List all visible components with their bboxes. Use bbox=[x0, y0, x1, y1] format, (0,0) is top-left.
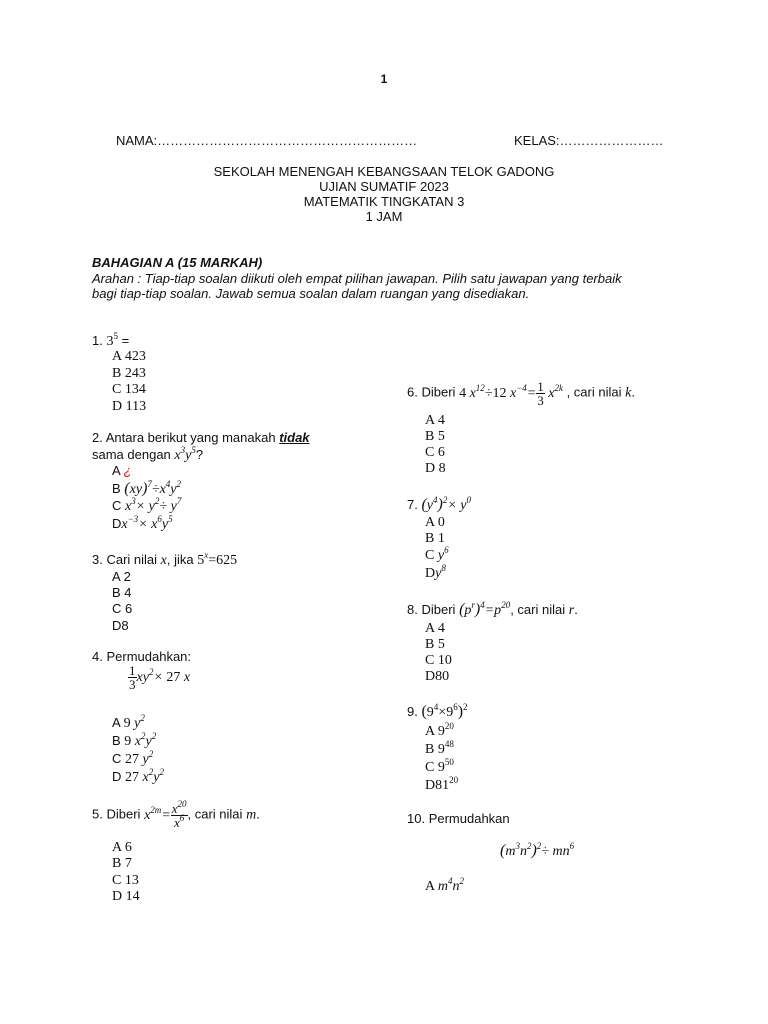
q9-option-c-label: C bbox=[425, 760, 435, 775]
q9-option-a[interactable] bbox=[425, 721, 454, 740]
q10-option-a-label: A bbox=[425, 879, 435, 894]
q4-option-a-label: A bbox=[112, 715, 120, 730]
q10-expression: $(m^3n^2)^2\div mn^6$ bbox=[500, 841, 575, 859]
q7-expression: $(y^4)^2\times y^0$ bbox=[421, 495, 472, 513]
subject-title: MATEMATIK TINGKATAN 3 bbox=[303, 194, 465, 209]
q1-option-a[interactable]: A 423 bbox=[112, 349, 146, 364]
q6-option-d-label: D bbox=[425, 461, 436, 476]
q6-option-c-value: 6 bbox=[437, 445, 445, 460]
q4-option-b-expression: $x^2y^2$ bbox=[131, 731, 157, 749]
q10-text: Permudahkan bbox=[428, 811, 510, 826]
q8-option-d-value: 80 bbox=[435, 669, 450, 684]
q8-option-a-label: A bbox=[425, 621, 435, 636]
q2-option-c[interactable] bbox=[112, 498, 181, 515]
q9-option-d-exponent: 20 bbox=[449, 775, 459, 785]
q3-text-2: , jika bbox=[166, 552, 194, 567]
instruction-line-1: Arahan : Tiap-tiap soalan diikuti oleh empat pilihan jawapan. Pilih satu jawapan yang terbaik bbox=[92, 271, 622, 286]
q6-option-b-label: B bbox=[425, 429, 435, 444]
q4-option-a-coeff: 9 bbox=[123, 716, 131, 731]
q4-option-d[interactable] bbox=[112, 769, 164, 786]
q7-option-c-label: C bbox=[425, 548, 435, 563]
q6-variable: k bbox=[625, 385, 632, 401]
q2-option-d[interactable] bbox=[112, 516, 173, 533]
q9-option-c-base: 9 bbox=[437, 760, 445, 775]
q6-option-a-label: A bbox=[425, 413, 435, 428]
q5-option-d[interactable] bbox=[112, 889, 140, 905]
q9-option-a-label: A bbox=[425, 724, 435, 739]
q9-option-b-label: B bbox=[425, 742, 435, 757]
q3-option-b[interactable]: B 4 bbox=[112, 585, 132, 600]
q9-option-b[interactable] bbox=[425, 739, 454, 758]
q6-expression: 4 $x^{12}\div 12$ $x^{-4}=$ $\frac{1}{3}$ $x^{2k}$ bbox=[459, 379, 563, 408]
q4-option-d-coeff: 27 bbox=[125, 770, 140, 785]
q7-option-b[interactable] bbox=[425, 531, 445, 547]
q3-expression: $5^x=625$ bbox=[197, 550, 238, 568]
q5-option-d-label: D bbox=[112, 889, 123, 904]
q2-option-d-expression: $x^{-3}\times x^6y^5$ bbox=[121, 514, 173, 532]
q7-option-a-label: A bbox=[425, 515, 435, 530]
q7-option-a-value: 0 bbox=[437, 515, 445, 530]
q5-option-c-label: C bbox=[112, 873, 122, 888]
q6-number: 6. bbox=[407, 384, 418, 400]
instruction-line-2: bagi tiap-tiap soalan. Jawab semua soalan dalam ruangan yang disediakan. bbox=[92, 286, 530, 301]
q8-option-b[interactable] bbox=[425, 637, 445, 653]
q4-option-c-label: C bbox=[112, 751, 122, 766]
q8-text: Diberi bbox=[421, 602, 456, 617]
q5-option-a-label: A bbox=[112, 840, 122, 855]
q7-option-d[interactable] bbox=[425, 563, 446, 582]
q5-option-b-value: 7 bbox=[124, 856, 132, 871]
q6-option-c-label: C bbox=[425, 445, 435, 460]
q3-option-d[interactable]: D8 bbox=[112, 618, 129, 633]
q2-option-b[interactable] bbox=[112, 480, 181, 498]
q4-expression: $\frac{1}{3}$ $xy^2\times 27$ x bbox=[129, 663, 191, 692]
q4-text: Permudahkan: bbox=[106, 649, 192, 664]
q8-option-b-label: B bbox=[425, 637, 435, 652]
q7-option-d-label: D bbox=[425, 566, 436, 581]
q4-option-b-coeff: 9 bbox=[124, 734, 132, 749]
q5-option-c-value: 13 bbox=[124, 873, 139, 888]
q8-option-c-label: C bbox=[425, 653, 435, 668]
q5-option-a[interactable] bbox=[112, 840, 132, 856]
q7-option-c-expression: $y^6$ bbox=[437, 545, 449, 563]
q4-option-c-expression: $y^2$ bbox=[139, 749, 154, 767]
q2-option-a[interactable] bbox=[112, 463, 132, 478]
question-9 bbox=[407, 703, 468, 721]
q8-option-d-label: D bbox=[425, 669, 436, 684]
q8-variable: r bbox=[568, 603, 575, 618]
class-field-label: KELAS:…………………… bbox=[514, 133, 664, 148]
q9-number: 9. bbox=[407, 704, 418, 719]
q7-option-a[interactable] bbox=[425, 515, 445, 531]
q10-option-a[interactable] bbox=[425, 876, 464, 895]
q8-option-b-value: 5 bbox=[437, 637, 445, 652]
section-title: BAHAGIAN A (15 MARKAH) bbox=[92, 255, 263, 270]
q4-option-a-expression: $y^2$ bbox=[130, 713, 145, 731]
q5-expression: $x^{2m}=$ $\frac{x^{20}}{x^6}$ bbox=[144, 799, 187, 830]
q5-option-b-label: B bbox=[112, 856, 122, 871]
q2-option-b-label: B bbox=[112, 481, 121, 496]
q9-option-c-exponent: 50 bbox=[444, 757, 454, 767]
q9-option-d-label: D bbox=[425, 778, 436, 793]
q6-option-b[interactable] bbox=[425, 429, 445, 445]
q9-expression: $(9^4\times 9^6)^2$ bbox=[421, 702, 468, 720]
q10-number: 10. bbox=[407, 811, 426, 826]
q4-option-c[interactable] bbox=[112, 751, 153, 768]
exam-title: UJIAN SUMATIF 2023 bbox=[319, 179, 449, 194]
question-6: 6. Diberi 4 $x^{12}\div 12$ $x^{-4}=$ $\frac{1}{3}$ $x^{2k}$ , cari nilai k. bbox=[407, 379, 635, 408]
q2-line-2: sama dengan $x^3y^5$? bbox=[92, 445, 204, 463]
duration: 1 JAM bbox=[365, 209, 403, 224]
q5-option-c[interactable] bbox=[112, 873, 139, 889]
q5-option-d-value: 14 bbox=[125, 889, 140, 904]
page-number: 1 bbox=[380, 72, 388, 86]
q1-option-b[interactable]: B 243 bbox=[112, 366, 146, 381]
q5-option-b[interactable] bbox=[112, 856, 132, 872]
question-10 bbox=[407, 811, 510, 826]
q5-text: Diberi bbox=[106, 806, 141, 822]
q8-option-d[interactable] bbox=[425, 669, 449, 685]
q8-option-a[interactable] bbox=[425, 621, 445, 637]
question-5: 5. Diberi $x^{2m}=$ $\frac{x^{20}}{x^6}$ , cari nilai m. bbox=[92, 799, 260, 830]
q2-option-c-label: C bbox=[112, 498, 122, 513]
q5-variable: m bbox=[246, 807, 257, 823]
question-2 bbox=[92, 430, 310, 445]
q2-expression: $x^3y^5$ bbox=[174, 445, 196, 463]
question-4 bbox=[92, 649, 191, 664]
q3-option-c[interactable]: C 6 bbox=[112, 601, 133, 616]
q4-option-a[interactable] bbox=[112, 715, 145, 732]
q2-option-d-label: D bbox=[112, 516, 122, 531]
q3-variable: x bbox=[160, 553, 167, 568]
q6-option-c[interactable] bbox=[425, 445, 445, 461]
q3-option-a[interactable]: A 2 bbox=[112, 569, 131, 584]
q4-option-d-expression: $x^2y^2$ bbox=[139, 767, 164, 785]
q8-text-2: , cari nilai bbox=[510, 602, 566, 617]
q2-line-2-text: sama dengan bbox=[92, 447, 171, 462]
q1-option-c[interactable]: C 134 bbox=[112, 382, 146, 397]
q3-rhs: =625 bbox=[208, 553, 238, 568]
q6-option-b-value: 5 bbox=[437, 429, 445, 444]
q4-number: 4. bbox=[92, 649, 103, 664]
q1-number: 1. bbox=[92, 333, 103, 348]
q5-text-2: , cari nilai bbox=[187, 806, 243, 822]
q7-option-b-label: B bbox=[425, 531, 435, 546]
q5-number: 5. bbox=[92, 806, 103, 822]
question-1: 1. $3^5$ = bbox=[92, 331, 130, 349]
q6-text: Diberi bbox=[421, 384, 456, 400]
q8-option-c[interactable] bbox=[425, 653, 452, 669]
q2-option-b-expression: $(xy)^7\div x^4y^2$ bbox=[124, 479, 182, 497]
q9-option-c[interactable] bbox=[425, 757, 454, 776]
q9-option-b-base: 9 bbox=[437, 742, 445, 757]
q3-number: 3. bbox=[92, 552, 103, 567]
q6-option-a[interactable] bbox=[425, 413, 445, 429]
q5-option-a-value: 6 bbox=[124, 840, 132, 855]
school-name: SEKOLAH MENENGAH KEBANGSAAN TELOK GADONG bbox=[213, 164, 555, 179]
q8-number: 8. bbox=[407, 602, 418, 617]
q2-text: Antara berikut yang manakah bbox=[105, 430, 280, 445]
q2-emphasis: tidak bbox=[279, 430, 310, 445]
q4-option-c-coeff: 27 bbox=[125, 752, 140, 767]
q7-number: 7. bbox=[407, 497, 418, 512]
q9-option-b-exponent: 48 bbox=[444, 739, 454, 749]
question-7 bbox=[407, 496, 471, 514]
q7-option-d-expression: $y^8$ bbox=[435, 563, 446, 581]
q7-option-c[interactable] bbox=[425, 545, 449, 564]
q4-option-d-label: D bbox=[112, 769, 122, 784]
q2-option-a-value: ¿ bbox=[123, 463, 132, 478]
q7-option-b-value: 1 bbox=[437, 531, 445, 546]
q8-option-c-value: 10 bbox=[437, 653, 452, 668]
q9-option-d-base: 81 bbox=[435, 778, 450, 793]
q4-fraction: $\frac{1}{3}$ bbox=[129, 663, 136, 692]
q9-option-d[interactable] bbox=[425, 775, 459, 794]
q4-option-b[interactable] bbox=[112, 733, 156, 750]
q10-option-a-expression: $m^4n^2$ bbox=[437, 876, 464, 894]
name-field-label: NAMA:…………………………………………………… bbox=[116, 133, 418, 148]
q2-option-a-label: A bbox=[112, 463, 120, 478]
q6-option-a-value: 4 bbox=[437, 413, 445, 428]
q6-text-2: , cari nilai bbox=[566, 384, 622, 400]
q8-expression: $(p^r)^4=p^{20}$ bbox=[459, 600, 511, 618]
question-8: 8. Diberi $(p^r)^4=p^{20}$, cari nilai r. bbox=[407, 600, 578, 618]
q4-option-b-label: B bbox=[112, 733, 121, 748]
q6-option-d-value: 8 bbox=[438, 461, 446, 476]
q1-expression: $3^5$ bbox=[106, 331, 118, 349]
q3-text: Cari nilai bbox=[106, 552, 158, 567]
q9-option-a-base: 9 bbox=[437, 724, 445, 739]
q9-option-a-exponent: 20 bbox=[444, 721, 454, 731]
question-3 bbox=[92, 552, 237, 569]
q6-option-d[interactable] bbox=[425, 461, 446, 477]
q2-option-c-expression: $x^3\times y^2\div y^7$ bbox=[125, 496, 182, 514]
q2-number: 2. bbox=[92, 430, 103, 445]
q1-option-d[interactable]: D 113 bbox=[112, 399, 147, 414]
q8-option-a-value: 4 bbox=[437, 621, 445, 636]
